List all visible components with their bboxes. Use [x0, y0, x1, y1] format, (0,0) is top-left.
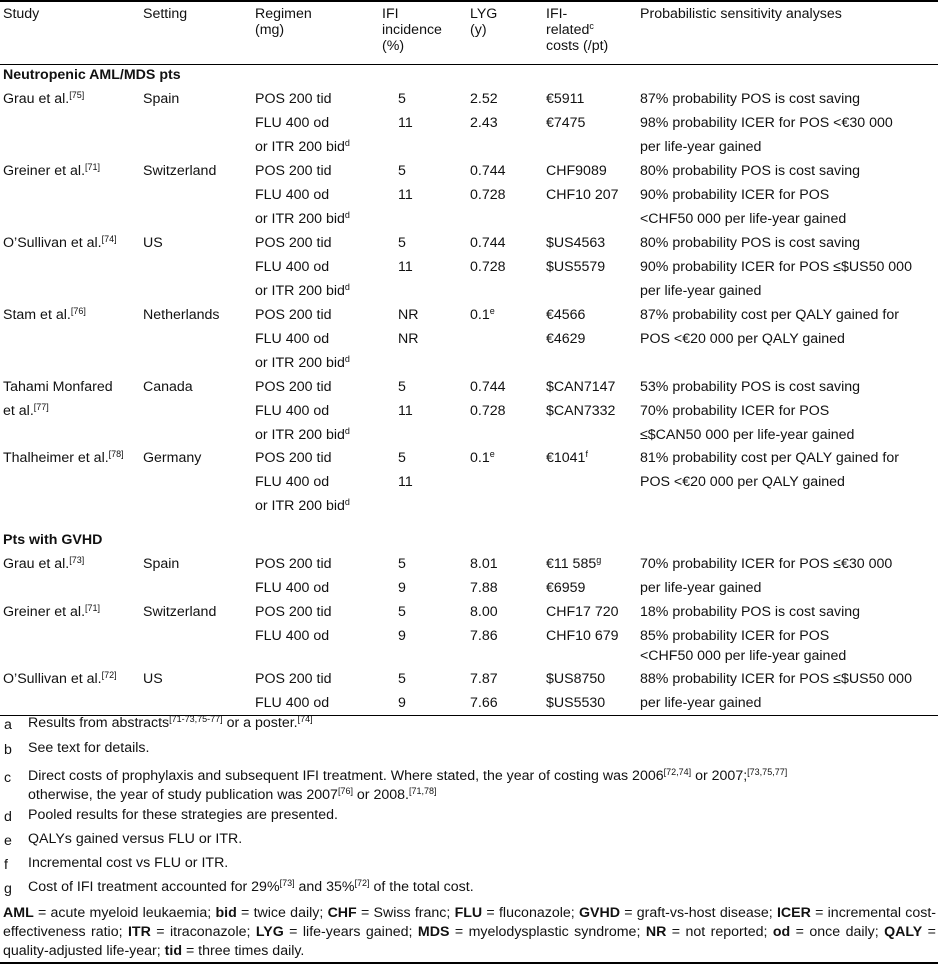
regimen-sup: d	[344, 426, 350, 436]
sensitivity-analysis: 90% probability ICER for POS	[640, 187, 830, 203]
header-rule	[0, 64, 938, 65]
regimen-text: FLU 400 od	[255, 628, 330, 644]
study-ref-text: Grau et al.	[3, 91, 70, 107]
top-rule	[0, 0, 938, 2]
cost-text: $US4563	[546, 235, 606, 251]
ifi-incidence: 5	[398, 604, 406, 620]
sensitivity-analysis: per life-year gained	[640, 580, 762, 596]
regimen-text: or ITR 200 bid	[255, 211, 345, 227]
cost-text: CHF10 679	[546, 628, 619, 644]
study-name	[3, 556, 84, 572]
ifi-incidence: 5	[398, 379, 406, 395]
regimen-text: POS 200 tid	[255, 671, 332, 687]
regimen-sup: d	[344, 282, 350, 292]
col-header-regimen: Regimen (mg)	[255, 6, 312, 38]
regimen	[255, 450, 332, 466]
ifi-incidence: 5	[398, 450, 406, 466]
sensitivity-analysis: 70% probability ICER for POS	[640, 403, 830, 419]
ifi-incidence: 5	[398, 235, 406, 251]
cost-text: €11 585	[546, 556, 597, 572]
ifi-cost	[546, 115, 585, 131]
lyg-text: 2.52	[470, 91, 498, 107]
regimen-text: or ITR 200 bid	[255, 139, 345, 155]
abbreviations	[3, 904, 936, 961]
ifi-incidence: NR	[398, 307, 419, 323]
cost-sup: f	[585, 449, 588, 459]
sensitivity-analysis: 90% probability ICER for POS ≤$US50 000	[640, 259, 912, 275]
study-line-2	[3, 403, 113, 419]
regimen	[255, 283, 350, 299]
abbr-term: AML	[3, 905, 34, 921]
sensitivity-analysis: ≤$CAN50 000 per life-year gained	[640, 427, 855, 443]
ifi-cost	[546, 379, 615, 395]
lyg-text: 0.744	[470, 379, 506, 395]
life-years-gained	[470, 695, 498, 711]
life-years-gained	[470, 604, 498, 620]
lyg-text: 0.744	[470, 163, 506, 179]
regimen-text: FLU 400 od	[255, 187, 330, 203]
lyg-sup: e	[489, 306, 495, 316]
lyg-text: 7.66	[470, 695, 498, 711]
abbr-term: od	[772, 924, 791, 940]
abbr-term: ICER	[776, 905, 811, 921]
regimen	[255, 187, 329, 203]
lyg-text: 8.01	[470, 556, 498, 572]
sensitivity-analysis: 53% probability POS is cost saving	[640, 379, 861, 395]
lyg-text: 2.43	[470, 115, 498, 131]
regimen-text: FLU 400 od	[255, 259, 330, 275]
regimen-text: or ITR 200 bid	[255, 355, 345, 371]
abbr-term: bid	[215, 905, 237, 921]
lyg-text: 8.00	[470, 604, 498, 620]
regimen	[255, 331, 329, 347]
ifi-incidence: 9	[398, 580, 406, 596]
col-header-costs: IFI- related$^c$ costs (/pt)	[546, 6, 609, 54]
life-years-gained	[470, 556, 498, 572]
ifi-cost	[546, 556, 601, 572]
life-years-gained	[470, 450, 495, 466]
regimen	[255, 628, 329, 644]
study-setting: Netherlands	[143, 307, 220, 323]
regimen	[255, 211, 350, 227]
abbr-term: GVHD	[578, 905, 620, 921]
regimen	[255, 91, 332, 107]
ifi-cost	[546, 235, 605, 251]
study-ref-text: O’Sullivan et al.	[3, 671, 102, 687]
ifi-cost	[546, 671, 605, 687]
sensitivity-analysis: 87% probability POS is cost saving	[640, 91, 861, 107]
cost-text: €4566	[546, 307, 586, 323]
study-setting: Switzerland	[143, 163, 217, 179]
abbr-term: NR	[645, 924, 667, 940]
sensitivity-analysis: 98% probability ICER for POS <€30 000	[640, 115, 893, 131]
sensitivity-analysis: <CHF50 000 per life-year gained	[640, 648, 847, 664]
life-years-gained	[470, 671, 498, 687]
lyg-text: 0.1	[470, 450, 490, 466]
study-ref-text: et al.	[3, 403, 34, 419]
regimen	[255, 671, 332, 687]
ifi-incidence: 11	[398, 259, 413, 275]
regimen-text: FLU 400 od	[255, 695, 330, 711]
lyg-text: 0.744	[470, 235, 506, 251]
life-years-gained	[470, 187, 506, 203]
life-years-gained	[470, 403, 506, 419]
cost-text: CHF17 720	[546, 604, 619, 620]
regimen	[255, 580, 329, 596]
regimen-text: FLU 400 od	[255, 403, 330, 419]
ifi-cost	[546, 628, 619, 644]
study-ref-sup: [73]	[69, 555, 85, 565]
abbr-definition: = quality-adjusted life-year;	[3, 924, 936, 959]
regimen-text: POS 200 tid	[255, 556, 332, 572]
regimen-text: or ITR 200 bid	[255, 498, 345, 514]
cost-text: CHF10 207	[546, 187, 619, 203]
section-title-gvhd: Pts with GVHD	[3, 532, 103, 548]
cost-text: $US8750	[546, 671, 606, 687]
abbr-definition: = Swiss franc;	[356, 905, 455, 921]
sensitivity-analysis: 87% probability cost per QALY gained for	[640, 307, 899, 323]
abbr-definition: = myelodysplastic syndrome;	[449, 924, 646, 940]
abbr-term: FLU	[454, 905, 483, 921]
cost-text: $US5530	[546, 695, 606, 711]
regimen-text: FLU 400 od	[255, 115, 330, 131]
sensitivity-analysis: per life-year gained	[640, 283, 762, 299]
ifi-cost	[546, 695, 605, 711]
regimen	[255, 403, 329, 419]
lyg-text: 7.86	[470, 628, 498, 644]
study-ref-text: Stam et al.	[3, 307, 71, 323]
abbr-definition: = acute myeloid leukaemia;	[33, 905, 216, 921]
abbr-definition: = three times daily.	[182, 943, 305, 959]
ifi-incidence: 11	[398, 474, 413, 490]
lyg-text: 0.1	[470, 307, 490, 323]
sensitivity-analysis: 18% probability POS is cost saving	[640, 604, 861, 620]
study-line-1: Tahami Monfared	[3, 379, 113, 395]
regimen-text: POS 200 tid	[255, 604, 332, 620]
sensitivity-analysis: 88% probability ICER for POS ≤$US50 000	[640, 671, 912, 687]
study-ref-text: Greiner et al.	[3, 604, 86, 620]
cost-text: €4629	[546, 331, 586, 347]
cost-text: $CAN7147	[546, 379, 616, 395]
ifi-incidence: 5	[398, 163, 406, 179]
cost-text: CHF9089	[546, 163, 607, 179]
study-ref-sup: [74]	[101, 234, 117, 244]
regimen	[255, 556, 332, 572]
sensitivity-analysis: POS <€20 000 per QALY gained	[640, 474, 845, 490]
ifi-incidence: 9	[398, 695, 406, 711]
life-years-gained	[470, 235, 506, 251]
cost-sup: g	[596, 555, 602, 565]
life-years-gained	[470, 163, 506, 179]
cost-text: $CAN7332	[546, 403, 616, 419]
life-years-gained	[470, 91, 498, 107]
regimen	[255, 259, 329, 275]
lyg-text: 0.728	[470, 403, 506, 419]
cost-text: €6959	[546, 580, 586, 596]
abbr-definition: = not reported;	[666, 924, 773, 940]
col-header-psa: Probabilistic sensitivity analyses	[640, 6, 842, 22]
study-setting: Spain	[143, 91, 180, 107]
col-header-lyg: LYG (y)	[470, 6, 498, 38]
life-years-gained	[470, 379, 506, 395]
ifi-cost	[546, 91, 584, 107]
ifi-cost	[546, 604, 619, 620]
ifi-incidence: 9	[398, 628, 406, 644]
abbr-term: LYG	[255, 924, 284, 940]
regimen	[255, 474, 329, 490]
regimen	[255, 139, 350, 155]
regimen-text: POS 200 tid	[255, 235, 332, 251]
study-setting: US	[143, 235, 163, 251]
life-years-gained	[470, 259, 506, 275]
ifi-cost	[546, 403, 615, 419]
regimen-text: POS 200 tid	[255, 91, 332, 107]
regimen-text: POS 200 tid	[255, 379, 332, 395]
cost-text: $US5579	[546, 259, 606, 275]
study-name	[3, 235, 117, 251]
regimen-text: FLU 400 od	[255, 331, 330, 347]
study-setting: US	[143, 671, 163, 687]
sensitivity-analysis: per life-year gained	[640, 695, 762, 711]
study-name	[3, 91, 84, 107]
ifi-incidence: 11	[398, 115, 413, 131]
ifi-incidence: 11	[398, 403, 413, 419]
regimen	[255, 427, 350, 443]
cost-text: €7475	[546, 115, 586, 131]
regimen	[255, 235, 332, 251]
study-ref-sup: [78]	[108, 449, 124, 459]
regimen-sup: d	[344, 497, 350, 507]
study-name	[3, 307, 86, 323]
sensitivity-analysis: 80% probability POS is cost saving	[640, 163, 861, 179]
lyg-text: 7.88	[470, 580, 498, 596]
regimen-sup: d	[344, 354, 350, 364]
study-ref-sup: [77]	[33, 402, 49, 412]
ifi-cost	[546, 163, 607, 179]
regimen	[255, 307, 332, 323]
life-years-gained	[470, 307, 495, 323]
ifi-incidence: 5	[398, 671, 406, 687]
regimen-text: POS 200 tid	[255, 163, 332, 179]
regimen	[255, 355, 350, 371]
study-setting: Germany	[143, 450, 202, 466]
abbr-definition: = twice daily;	[236, 905, 328, 921]
lyg-sup: e	[489, 449, 495, 459]
ifi-cost	[546, 580, 585, 596]
regimen-text: or ITR 200 bid	[255, 283, 345, 299]
abbr-term: MDS	[417, 924, 450, 940]
regimen-text: POS 200 tid	[255, 450, 332, 466]
sensitivity-analysis: 81% probability cost per QALY gained for	[640, 450, 899, 466]
regimen	[255, 379, 332, 395]
lyg-text: 0.728	[470, 259, 506, 275]
ifi-cost	[546, 307, 585, 323]
abbr-term: QALY	[884, 924, 923, 940]
ifi-cost	[546, 450, 588, 466]
regimen	[255, 163, 332, 179]
life-years-gained	[470, 580, 498, 596]
life-years-gained	[470, 628, 498, 644]
regimen-sup: d	[344, 138, 350, 148]
section-title-aml: Neutropenic AML/MDS pts	[3, 67, 181, 83]
col-header-setting: Setting	[143, 6, 188, 22]
study-ref-sup: [72]	[101, 670, 117, 680]
regimen-sup: d	[344, 210, 350, 220]
abbr-term: tid	[164, 943, 183, 959]
study-ref-sup: [71]	[85, 162, 101, 172]
cost-text: €5911	[546, 91, 585, 107]
study-ref-text: O’Sullivan et al.	[3, 235, 102, 251]
lyg-text: 7.87	[470, 671, 498, 687]
regimen-text: FLU 400 od	[255, 580, 330, 596]
study-ref-sup: [71]	[85, 603, 101, 613]
ifi-cost	[546, 331, 585, 347]
life-years-gained	[470, 115, 498, 131]
abbr-definition: = fluconazole;	[482, 905, 579, 921]
sensitivity-analysis: <CHF50 000 per life-year gained	[640, 211, 847, 227]
regimen	[255, 115, 329, 131]
study-ref-sup: [75]	[69, 90, 85, 100]
study-name	[3, 379, 113, 419]
regimen	[255, 695, 329, 711]
study-name	[3, 604, 100, 620]
study-setting: Canada	[143, 379, 193, 395]
regimen-text: FLU 400 od	[255, 474, 330, 490]
study-ref-text: Thalheimer et al.	[3, 450, 109, 466]
study-ref-text: Grau et al.	[3, 556, 70, 572]
study-ref-text: Greiner et al.	[3, 163, 86, 179]
ifi-cost	[546, 259, 605, 275]
sensitivity-analysis: POS <€20 000 per QALY gained	[640, 331, 845, 347]
ifi-incidence: 5	[398, 556, 406, 572]
ifi-incidence: NR	[398, 331, 419, 347]
sensitivity-analysis: per life-year gained	[640, 139, 762, 155]
study-setting: Switzerland	[143, 604, 217, 620]
study-name	[3, 163, 100, 179]
sensitivity-analysis: 85% probability ICER for POS	[640, 628, 830, 644]
regimen-text: POS 200 tid	[255, 307, 332, 323]
study-name	[3, 450, 124, 466]
abbr-definition: = itraconazole;	[150, 924, 256, 940]
lyg-text: 0.728	[470, 187, 506, 203]
bottom-rule	[0, 962, 938, 964]
col-header-incidence: IFI incidence (%)	[382, 6, 442, 54]
regimen	[255, 498, 350, 514]
ifi-incidence: 5	[398, 91, 406, 107]
abbr-definition: = incremental cost-effectiveness ratio;	[3, 905, 936, 940]
sensitivity-analysis: 70% probability ICER for POS ≤€30 000	[640, 556, 893, 572]
ifi-incidence: 11	[398, 187, 413, 203]
cost-text: €1041	[546, 450, 586, 466]
col-header-study: Study	[3, 6, 40, 22]
ifi-cost	[546, 187, 619, 203]
study-ref-sup: [76]	[70, 306, 86, 316]
abbr-definition: = once daily;	[790, 924, 885, 940]
abbr-definition: = graft-vs-host disease;	[619, 905, 777, 921]
sensitivity-analysis: 80% probability POS is cost saving	[640, 235, 861, 251]
abbr-term: ITR	[127, 924, 151, 940]
abbr-term: CHF	[327, 905, 357, 921]
regimen-text: or ITR 200 bid	[255, 427, 345, 443]
abbr-definition: = life-years gained;	[283, 924, 418, 940]
regimen	[255, 604, 332, 620]
study-setting: Spain	[143, 556, 180, 572]
study-name	[3, 671, 117, 687]
